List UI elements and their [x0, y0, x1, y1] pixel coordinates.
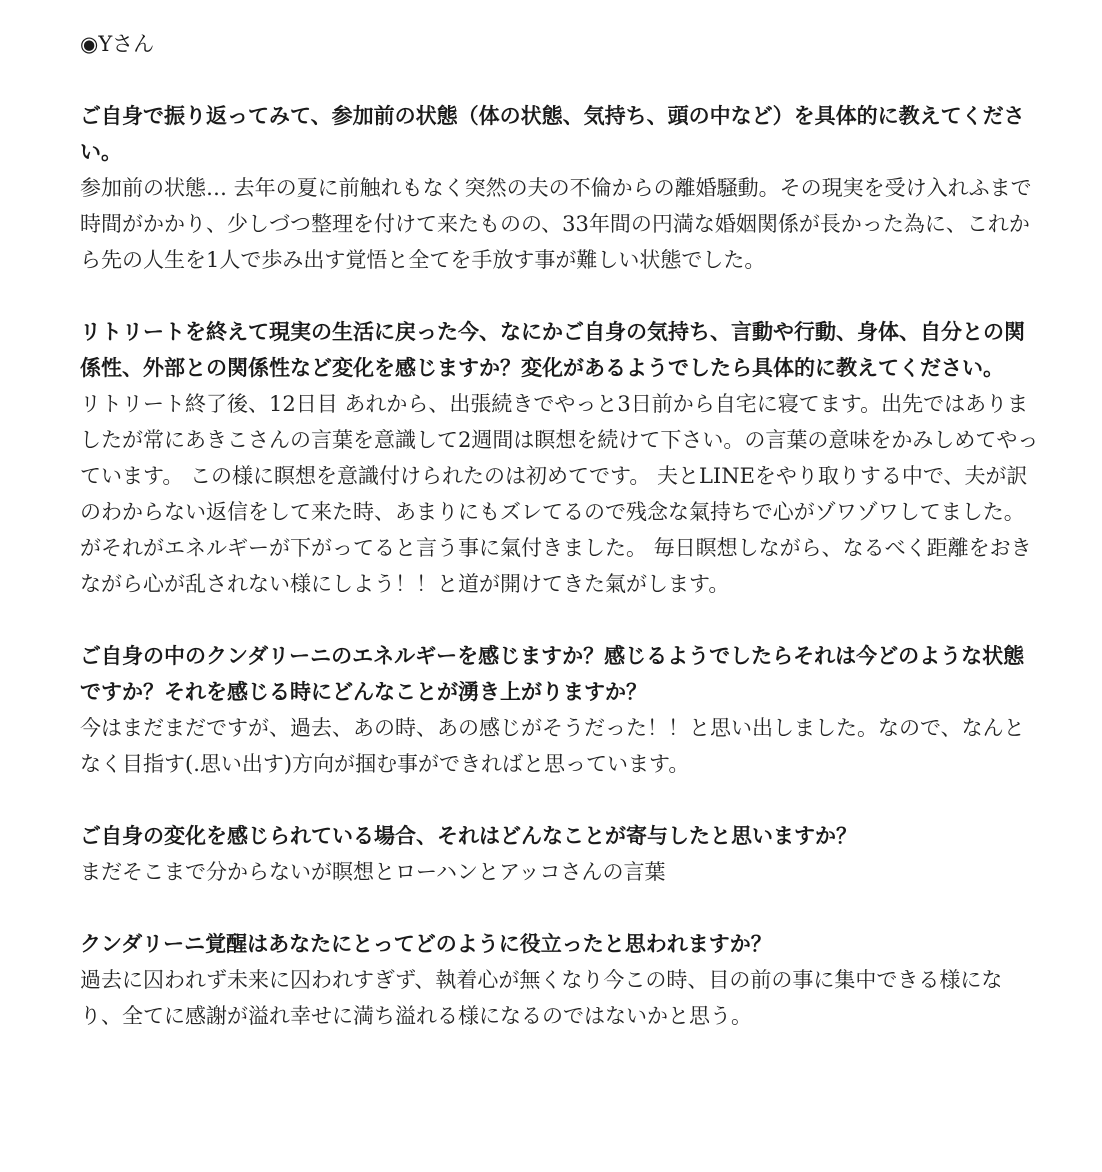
answer-5: 過去に囚われず未来に囚われすぎず、執着心が無くなり今この時、目の前の事に集中できる様になり、全てに感謝が溢れ幸せに満ち溢れる様になるのではないかと思う。: [80, 968, 1003, 1028]
question-5: クンダリーニ覚醒はあなたにとってどのように役立ったと思われますか？: [80, 931, 772, 956]
answer-3: 今はまだまだですが、過去、あの時、あの感じがそうだった！！と思い出しました。なので、なんとなく目指す(.思い出す)方向が掴む事ができればと思っています。: [80, 716, 1025, 776]
question-2: リトリートを終えて現実の生活に戻った今、なにかご自身の気持ち、言動や行動、身体、自分との関係性、外部との関係性など変化を感じますか？変化があるようでしたら具体的に教えてください。: [80, 319, 1025, 380]
question-3: ご自身の中のクンダリーニのエネルギーを感じますか？感じるようでしたらそれは今どのような状態ですか？それを感じる時にどんなことが湧き上がりますか？: [80, 643, 1025, 704]
qa-section-5: [80, 890, 1040, 1034]
question-4: ご自身の変化を感じられている場合、それはどんなことが寄与したと思いますか？: [80, 823, 857, 848]
document-body: [80, 0, 1040, 1034]
qa-section-4: [80, 782, 1040, 890]
question-1: ご自身で振り返ってみて、参加前の状態（体の状態、気持ち、頭の中など）を具体的に教えてください。: [80, 103, 1025, 164]
qa-section-1: [80, 62, 1040, 278]
answer-2: リトリート終了後、12日目 あれから、出張続きでやっと3日前から自宅に寝てます。出先ではありましたが常にあきこさんの言葉を意識して2週間は瞑想を続けて下さい。の言葉の意味をかみしめてやっています。 この様に瞑想を意識付けられたのは初めてです。 夫とLINEをやり取りする中で、夫が訳のわからない返信をして来た時、あまりにもズレてるので残念な氣持ちで心がゾワゾワしてました。がそれがエネルギーが下がってると言う事に氣付きました。 毎日瞑想しながら、なるべく距離をおきながら心が乱されない様にしよう！！と道が開けてきた氣がします。: [80, 392, 1039, 596]
answer-4: まだそこまで分からないが瞑想とローハンとアッコさんの言葉: [80, 860, 666, 884]
answer-1: 参加前の状態… 去年の夏に前触れもなく突然の夫の不倫からの離婚騒動。その現実を受け入れふまで時間がかかり、少しづつ整理を付けて来たものの、33年間の円満な婚姻関係が長かった為に、これから先の人生を1人で歩み出す覚悟と全てを手放す事が難しい状態でした。: [80, 176, 1032, 272]
qa-section-2: [80, 278, 1040, 602]
respondent-heading: ◉Yさん: [80, 32, 155, 56]
qa-section-3: [80, 602, 1040, 782]
